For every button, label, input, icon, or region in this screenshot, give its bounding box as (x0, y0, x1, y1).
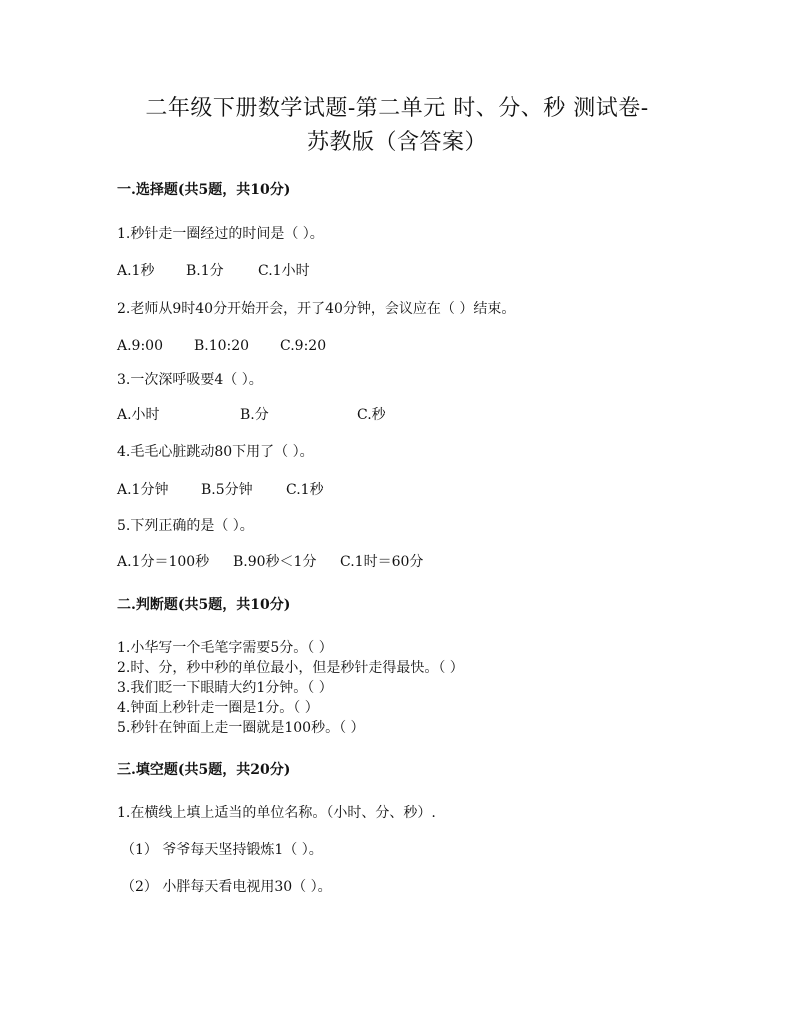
option-b: B.分 (240, 407, 269, 423)
option-a: A.1分钟 (117, 482, 169, 498)
page-title-line-2: 苏教版（含答案） (306, 130, 487, 155)
section-heading-judgement: 二.判断题(共5题，共10分) (117, 597, 291, 613)
question-stem: 1.秒针走一圈经过的时间是（ ）。 (117, 226, 324, 242)
section-heading-choice: 一.选择题(共5题，共10分) (117, 182, 291, 198)
option-b: B.90秒＜1分 (233, 554, 317, 570)
option-b: B.5分钟 (201, 482, 253, 498)
judgement-item: 3.我们眨一下眼睛大约1分钟。（ ） (117, 680, 333, 696)
judgement-item: 1.小华写一个毛笔字需要5分。（ ） (117, 640, 333, 656)
fill-blank-subitem: （1） 爷爷每天坚持锻炼1（ ）。 (121, 842, 323, 858)
question-stem: 4.毛毛心脏跳动80下用了（ ）。 (117, 444, 314, 460)
option-a: A.1分＝100秒 (117, 554, 210, 570)
question-stem: 5.下列正确的是（ ）。 (117, 518, 254, 534)
option-a: A.9:00 (117, 338, 163, 354)
page-title-line-1: 二年级下册数学试题-第二单元 时、分、秒 测试卷- (145, 96, 649, 121)
question-stem: 3.一次深呼吸要4（ ）。 (117, 372, 263, 388)
option-a: A.小时 (117, 407, 160, 423)
option-c: C.9:20 (280, 338, 327, 354)
fill-blank-subitem: （2） 小胖每天看电视用30（ ）。 (121, 879, 332, 895)
option-b: B.10:20 (194, 338, 250, 354)
judgement-item: 2.时、分，秒中秒的单位最小，但是秒针走得最快。（ ） (117, 660, 464, 676)
option-a: A.1秒 (117, 263, 155, 279)
fill-blank-question: 1.在横线上填上适当的单位名称。（小时、分、秒）. (117, 805, 436, 821)
section-heading-fill-blank: 三.填空题(共5题，共20分) (117, 762, 291, 778)
option-c: C.秒 (357, 407, 386, 423)
option-c: C.1秒 (286, 482, 324, 498)
judgement-item: 5.秒针在钟面上走一圈就是100秒。（ ） (117, 720, 365, 736)
option-c: C.1小时 (258, 263, 310, 279)
option-c: C.1时＝60分 (340, 554, 424, 570)
judgement-item: 4.钟面上秒针走一圈是1分。（ ） (117, 700, 319, 716)
question-stem: 2.老师从9时40分开始开会，开了40分钟，会议应在（ ）结束。 (117, 301, 516, 317)
option-b: B.1分 (186, 263, 224, 279)
